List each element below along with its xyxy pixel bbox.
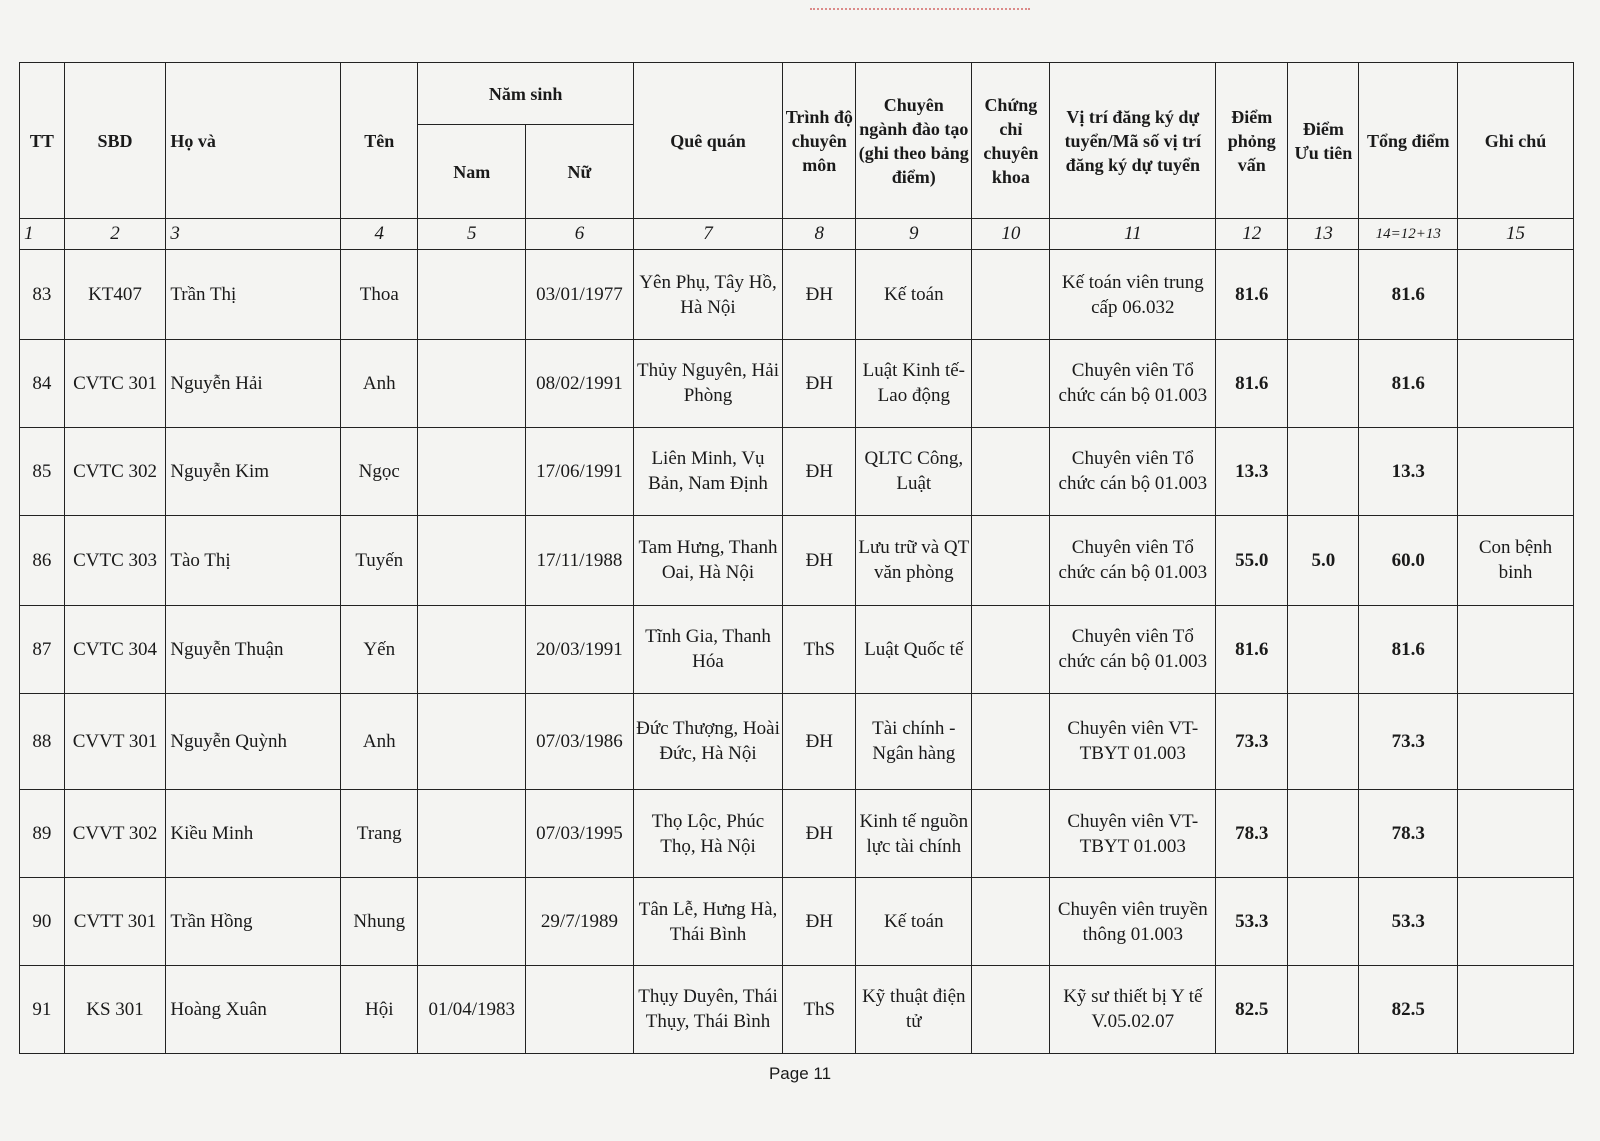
- col-header-diem-uu-tien: Điểm Ưu tiên: [1288, 63, 1359, 219]
- row-vi-tri-cell: Chuyên viên Tổ chức cán bộ 01.003: [1050, 340, 1216, 428]
- row-que-quan-cell: Thụy Duyên, Thái Thụy, Thái Bình: [633, 965, 782, 1053]
- column-index-row: [20, 219, 1574, 250]
- col-header-nu: Nữ: [526, 125, 634, 219]
- row-sbd-cell: CVTT 301: [64, 878, 166, 966]
- row-ten-cell: Anh: [341, 693, 418, 789]
- col-header-tong-diem: Tổng điểm: [1359, 63, 1458, 219]
- row-trinh-do-cell: ĐH: [783, 693, 856, 789]
- row-diem-uu-tien-cell: [1288, 605, 1359, 693]
- row-trinh-do-cell: ThS: [783, 965, 856, 1053]
- row-sbd-cell: CVVT 301: [64, 693, 166, 789]
- col-header-chung-chi: Chứng chỉ chuyên khoa: [972, 63, 1050, 219]
- row-ho-cell: Tào Thị: [166, 515, 341, 605]
- row-ten-cell: Yến: [341, 605, 418, 693]
- table-body: [20, 250, 1574, 1054]
- row-sbd-cell: CVTC 303: [64, 515, 166, 605]
- row-ho-cell: Nguyễn Quỳnh: [166, 693, 341, 789]
- row-chuyen-nganh-cell: Luật Quốc tế: [856, 605, 972, 693]
- row-tt-cell: 90: [20, 878, 65, 966]
- row-nam-cell: [418, 340, 526, 428]
- col-header-sbd: SBD: [64, 63, 166, 219]
- row-chuyen-nganh-cell: Lưu trữ và QT văn phòng: [856, 515, 972, 605]
- row-ten-cell: Thoa: [341, 250, 418, 340]
- row-tong-diem-cell: 78.3: [1359, 790, 1458, 878]
- row-diem-phong-van-cell: 13.3: [1216, 427, 1288, 515]
- row-nu-cell: 07/03/1995: [526, 790, 634, 878]
- row-ghi-chu-cell: [1458, 965, 1574, 1053]
- col-header-nam-sinh: Năm sinh: [418, 63, 633, 125]
- row-chuyen-nganh-cell: Kỹ thuật điện tử: [856, 965, 972, 1053]
- row-nam-cell: [418, 878, 526, 966]
- index-cell: 7: [633, 219, 782, 250]
- row-tong-diem-cell: 13.3: [1359, 427, 1458, 515]
- col-header-tt: TT: [20, 63, 65, 219]
- row-diem-uu-tien-cell: [1288, 693, 1359, 789]
- row-ho-cell: Nguyễn Kim: [166, 427, 341, 515]
- index-cell: 3: [166, 219, 341, 250]
- scan-artifact: [810, 0, 1030, 10]
- row-nu-cell: 20/03/1991: [526, 605, 634, 693]
- row-ten-cell: Hội: [341, 965, 418, 1053]
- row-que-quan-cell: Tam Hưng, Thanh Oai, Hà Nội: [633, 515, 782, 605]
- row-nu-cell: 17/11/1988: [526, 515, 634, 605]
- row-chuyen-nganh-cell: QLTC Công, Luật: [856, 427, 972, 515]
- row-chung-chi-cell: [972, 250, 1050, 340]
- row-ghi-chu-cell: [1458, 427, 1574, 515]
- row-nu-cell: 29/7/1989: [526, 878, 634, 966]
- row-nu-cell: 17/06/1991: [526, 427, 634, 515]
- row-ghi-chu-cell: Con bệnh binh: [1458, 515, 1574, 605]
- row-tt-cell: 91: [20, 965, 65, 1053]
- row-vi-tri-cell: Chuyên viên VT-TBYT 01.003: [1050, 693, 1216, 789]
- index-cell: 10: [972, 219, 1050, 250]
- table-row: [20, 515, 1574, 605]
- table-row: [20, 965, 1574, 1053]
- row-que-quan-cell: Tân Lễ, Hưng Hà, Thái Bình: [633, 878, 782, 966]
- row-chuyen-nganh-cell: Kế toán: [856, 878, 972, 966]
- row-vi-tri-cell: Chuyên viên Tổ chức cán bộ 01.003: [1050, 427, 1216, 515]
- table-row: [20, 878, 1574, 966]
- row-vi-tri-cell: Chuyên viên Tổ chức cán bộ 01.003: [1050, 515, 1216, 605]
- index-cell: 14=12+13: [1359, 219, 1458, 250]
- index-cell: 4: [341, 219, 418, 250]
- row-ghi-chu-cell: [1458, 693, 1574, 789]
- row-diem-phong-van-cell: 81.6: [1216, 340, 1288, 428]
- row-ho-cell: Trần Thị: [166, 250, 341, 340]
- row-nu-cell: [526, 965, 634, 1053]
- table-row: [20, 693, 1574, 789]
- row-diem-uu-tien-cell: [1288, 340, 1359, 428]
- row-trinh-do-cell: ĐH: [783, 878, 856, 966]
- row-chung-chi-cell: [972, 427, 1050, 515]
- table-row: [20, 340, 1574, 428]
- row-chuyen-nganh-cell: Luật Kinh tế- Lao động: [856, 340, 972, 428]
- row-diem-uu-tien-cell: [1288, 427, 1359, 515]
- row-ten-cell: Anh: [341, 340, 418, 428]
- row-chung-chi-cell: [972, 790, 1050, 878]
- row-que-quan-cell: Yên Phụ, Tây Hồ, Hà Nội: [633, 250, 782, 340]
- row-ho-cell: Nguyễn Thuận: [166, 605, 341, 693]
- table-row: [20, 605, 1574, 693]
- row-ho-cell: Hoàng Xuân: [166, 965, 341, 1053]
- row-vi-tri-cell: Chuyên viên truyền thông 01.003: [1050, 878, 1216, 966]
- row-tong-diem-cell: 53.3: [1359, 878, 1458, 966]
- row-trinh-do-cell: ĐH: [783, 250, 856, 340]
- row-tong-diem-cell: 82.5: [1359, 965, 1458, 1053]
- row-que-quan-cell: Thủy Nguyên, Hải Phòng: [633, 340, 782, 428]
- row-ghi-chu-cell: [1458, 250, 1574, 340]
- row-ghi-chu-cell: [1458, 878, 1574, 966]
- row-tt-cell: 84: [20, 340, 65, 428]
- row-que-quan-cell: Tĩnh Gia, Thanh Hóa: [633, 605, 782, 693]
- row-ghi-chu-cell: [1458, 790, 1574, 878]
- row-chung-chi-cell: [972, 515, 1050, 605]
- row-sbd-cell: CVTC 301: [64, 340, 166, 428]
- row-tt-cell: 89: [20, 790, 65, 878]
- row-tt-cell: 86: [20, 515, 65, 605]
- row-trinh-do-cell: ĐH: [783, 427, 856, 515]
- col-header-ho-va: Họ và: [166, 63, 341, 219]
- row-diem-phong-van-cell: 55.0: [1216, 515, 1288, 605]
- row-ten-cell: Nhung: [341, 878, 418, 966]
- row-ten-cell: Tuyến: [341, 515, 418, 605]
- col-header-que-quan: Quê quán: [633, 63, 782, 219]
- col-header-chuyen-nganh: Chuyên ngành đào tạo (ghi theo bảng điểm): [856, 63, 972, 219]
- index-cell: 12: [1216, 219, 1288, 250]
- row-nam-cell: 01/04/1983: [418, 965, 526, 1053]
- index-cell: 5: [418, 219, 526, 250]
- row-nu-cell: 07/03/1986: [526, 693, 634, 789]
- col-header-ten: Tên: [341, 63, 418, 219]
- index-cell: 6: [526, 219, 634, 250]
- row-ho-cell: Nguyễn Hải: [166, 340, 341, 428]
- row-diem-phong-van-cell: 82.5: [1216, 965, 1288, 1053]
- row-sbd-cell: CVTC 304: [64, 605, 166, 693]
- row-ghi-chu-cell: [1458, 340, 1574, 428]
- row-tong-diem-cell: 81.6: [1359, 340, 1458, 428]
- row-ho-cell: Kiều Minh: [166, 790, 341, 878]
- row-chuyen-nganh-cell: Kế toán: [856, 250, 972, 340]
- candidate-score-table: [19, 62, 1574, 1054]
- row-tong-diem-cell: 81.6: [1359, 605, 1458, 693]
- row-nam-cell: [418, 427, 526, 515]
- index-cell: 13: [1288, 219, 1359, 250]
- row-nam-cell: [418, 693, 526, 789]
- index-cell: 8: [783, 219, 856, 250]
- row-ho-cell: Trần Hồng: [166, 878, 341, 966]
- row-diem-phong-van-cell: 53.3: [1216, 878, 1288, 966]
- row-que-quan-cell: Liên Minh, Vụ Bản, Nam Định: [633, 427, 782, 515]
- row-chung-chi-cell: [972, 965, 1050, 1053]
- row-nam-cell: [418, 605, 526, 693]
- row-tong-diem-cell: 60.0: [1359, 515, 1458, 605]
- row-tong-diem-cell: 73.3: [1359, 693, 1458, 789]
- row-vi-tri-cell: Kế toán viên trung cấp 06.032: [1050, 250, 1216, 340]
- index-cell: 2: [64, 219, 166, 250]
- row-vi-tri-cell: Kỹ sư thiết bị Y tế V.05.02.07: [1050, 965, 1216, 1053]
- index-cell: 11: [1050, 219, 1216, 250]
- row-chung-chi-cell: [972, 340, 1050, 428]
- row-trinh-do-cell: ThS: [783, 605, 856, 693]
- row-nam-cell: [418, 515, 526, 605]
- row-tt-cell: 88: [20, 693, 65, 789]
- row-nu-cell: 03/01/1977: [526, 250, 634, 340]
- row-nam-cell: [418, 250, 526, 340]
- row-diem-phong-van-cell: 81.6: [1216, 605, 1288, 693]
- row-chuyen-nganh-cell: Tài chính - Ngân hàng: [856, 693, 972, 789]
- row-diem-uu-tien-cell: 5.0: [1288, 515, 1359, 605]
- row-trinh-do-cell: ĐH: [783, 515, 856, 605]
- row-diem-phong-van-cell: 81.6: [1216, 250, 1288, 340]
- row-trinh-do-cell: ĐH: [783, 340, 856, 428]
- row-sbd-cell: KT407: [64, 250, 166, 340]
- row-tt-cell: 85: [20, 427, 65, 515]
- col-header-vi-tri: Vị trí đăng ký dự tuyển/Mã số vị trí đăng ký dự tuyển: [1050, 63, 1216, 219]
- row-ghi-chu-cell: [1458, 605, 1574, 693]
- row-trinh-do-cell: ĐH: [783, 790, 856, 878]
- table-row: [20, 250, 1574, 340]
- table-row: [20, 427, 1574, 515]
- row-diem-phong-van-cell: 73.3: [1216, 693, 1288, 789]
- row-tong-diem-cell: 81.6: [1359, 250, 1458, 340]
- row-nam-cell: [418, 790, 526, 878]
- row-diem-phong-van-cell: 78.3: [1216, 790, 1288, 878]
- row-nu-cell: 08/02/1991: [526, 340, 634, 428]
- index-cell: 15: [1458, 219, 1574, 250]
- row-chuyen-nganh-cell: Kinh tế nguồn lực tài chính: [856, 790, 972, 878]
- row-sbd-cell: CVVT 302: [64, 790, 166, 878]
- row-chung-chi-cell: [972, 605, 1050, 693]
- row-diem-uu-tien-cell: [1288, 250, 1359, 340]
- row-vi-tri-cell: Chuyên viên VT-TBYT 01.003: [1050, 790, 1216, 878]
- col-header-nam: Nam: [418, 125, 526, 219]
- row-diem-uu-tien-cell: [1288, 878, 1359, 966]
- col-header-ghi-chu: Ghi chú: [1458, 63, 1574, 219]
- index-cell: 9: [856, 219, 972, 250]
- index-cell: 1: [20, 219, 65, 250]
- row-tt-cell: 83: [20, 250, 65, 340]
- row-chung-chi-cell: [972, 878, 1050, 966]
- row-ten-cell: Ngọc: [341, 427, 418, 515]
- row-sbd-cell: KS 301: [64, 965, 166, 1053]
- row-sbd-cell: CVTC 302: [64, 427, 166, 515]
- col-header-diem-phong-van: Điểm phỏng vấn: [1216, 63, 1288, 219]
- row-vi-tri-cell: Chuyên viên Tổ chức cán bộ 01.003: [1050, 605, 1216, 693]
- row-chung-chi-cell: [972, 693, 1050, 789]
- table-row: [20, 790, 1574, 878]
- row-que-quan-cell: Thọ Lộc, Phúc Thọ, Hà Nội: [633, 790, 782, 878]
- row-tt-cell: 87: [20, 605, 65, 693]
- row-que-quan-cell: Đức Thượng, Hoài Đức, Hà Nội: [633, 693, 782, 789]
- row-ten-cell: Trang: [341, 790, 418, 878]
- row-diem-uu-tien-cell: [1288, 790, 1359, 878]
- col-header-trinh-do: Trình độ chuyên môn: [783, 63, 856, 219]
- row-diem-uu-tien-cell: [1288, 965, 1359, 1053]
- page-number: Page 11: [768, 1064, 832, 1083]
